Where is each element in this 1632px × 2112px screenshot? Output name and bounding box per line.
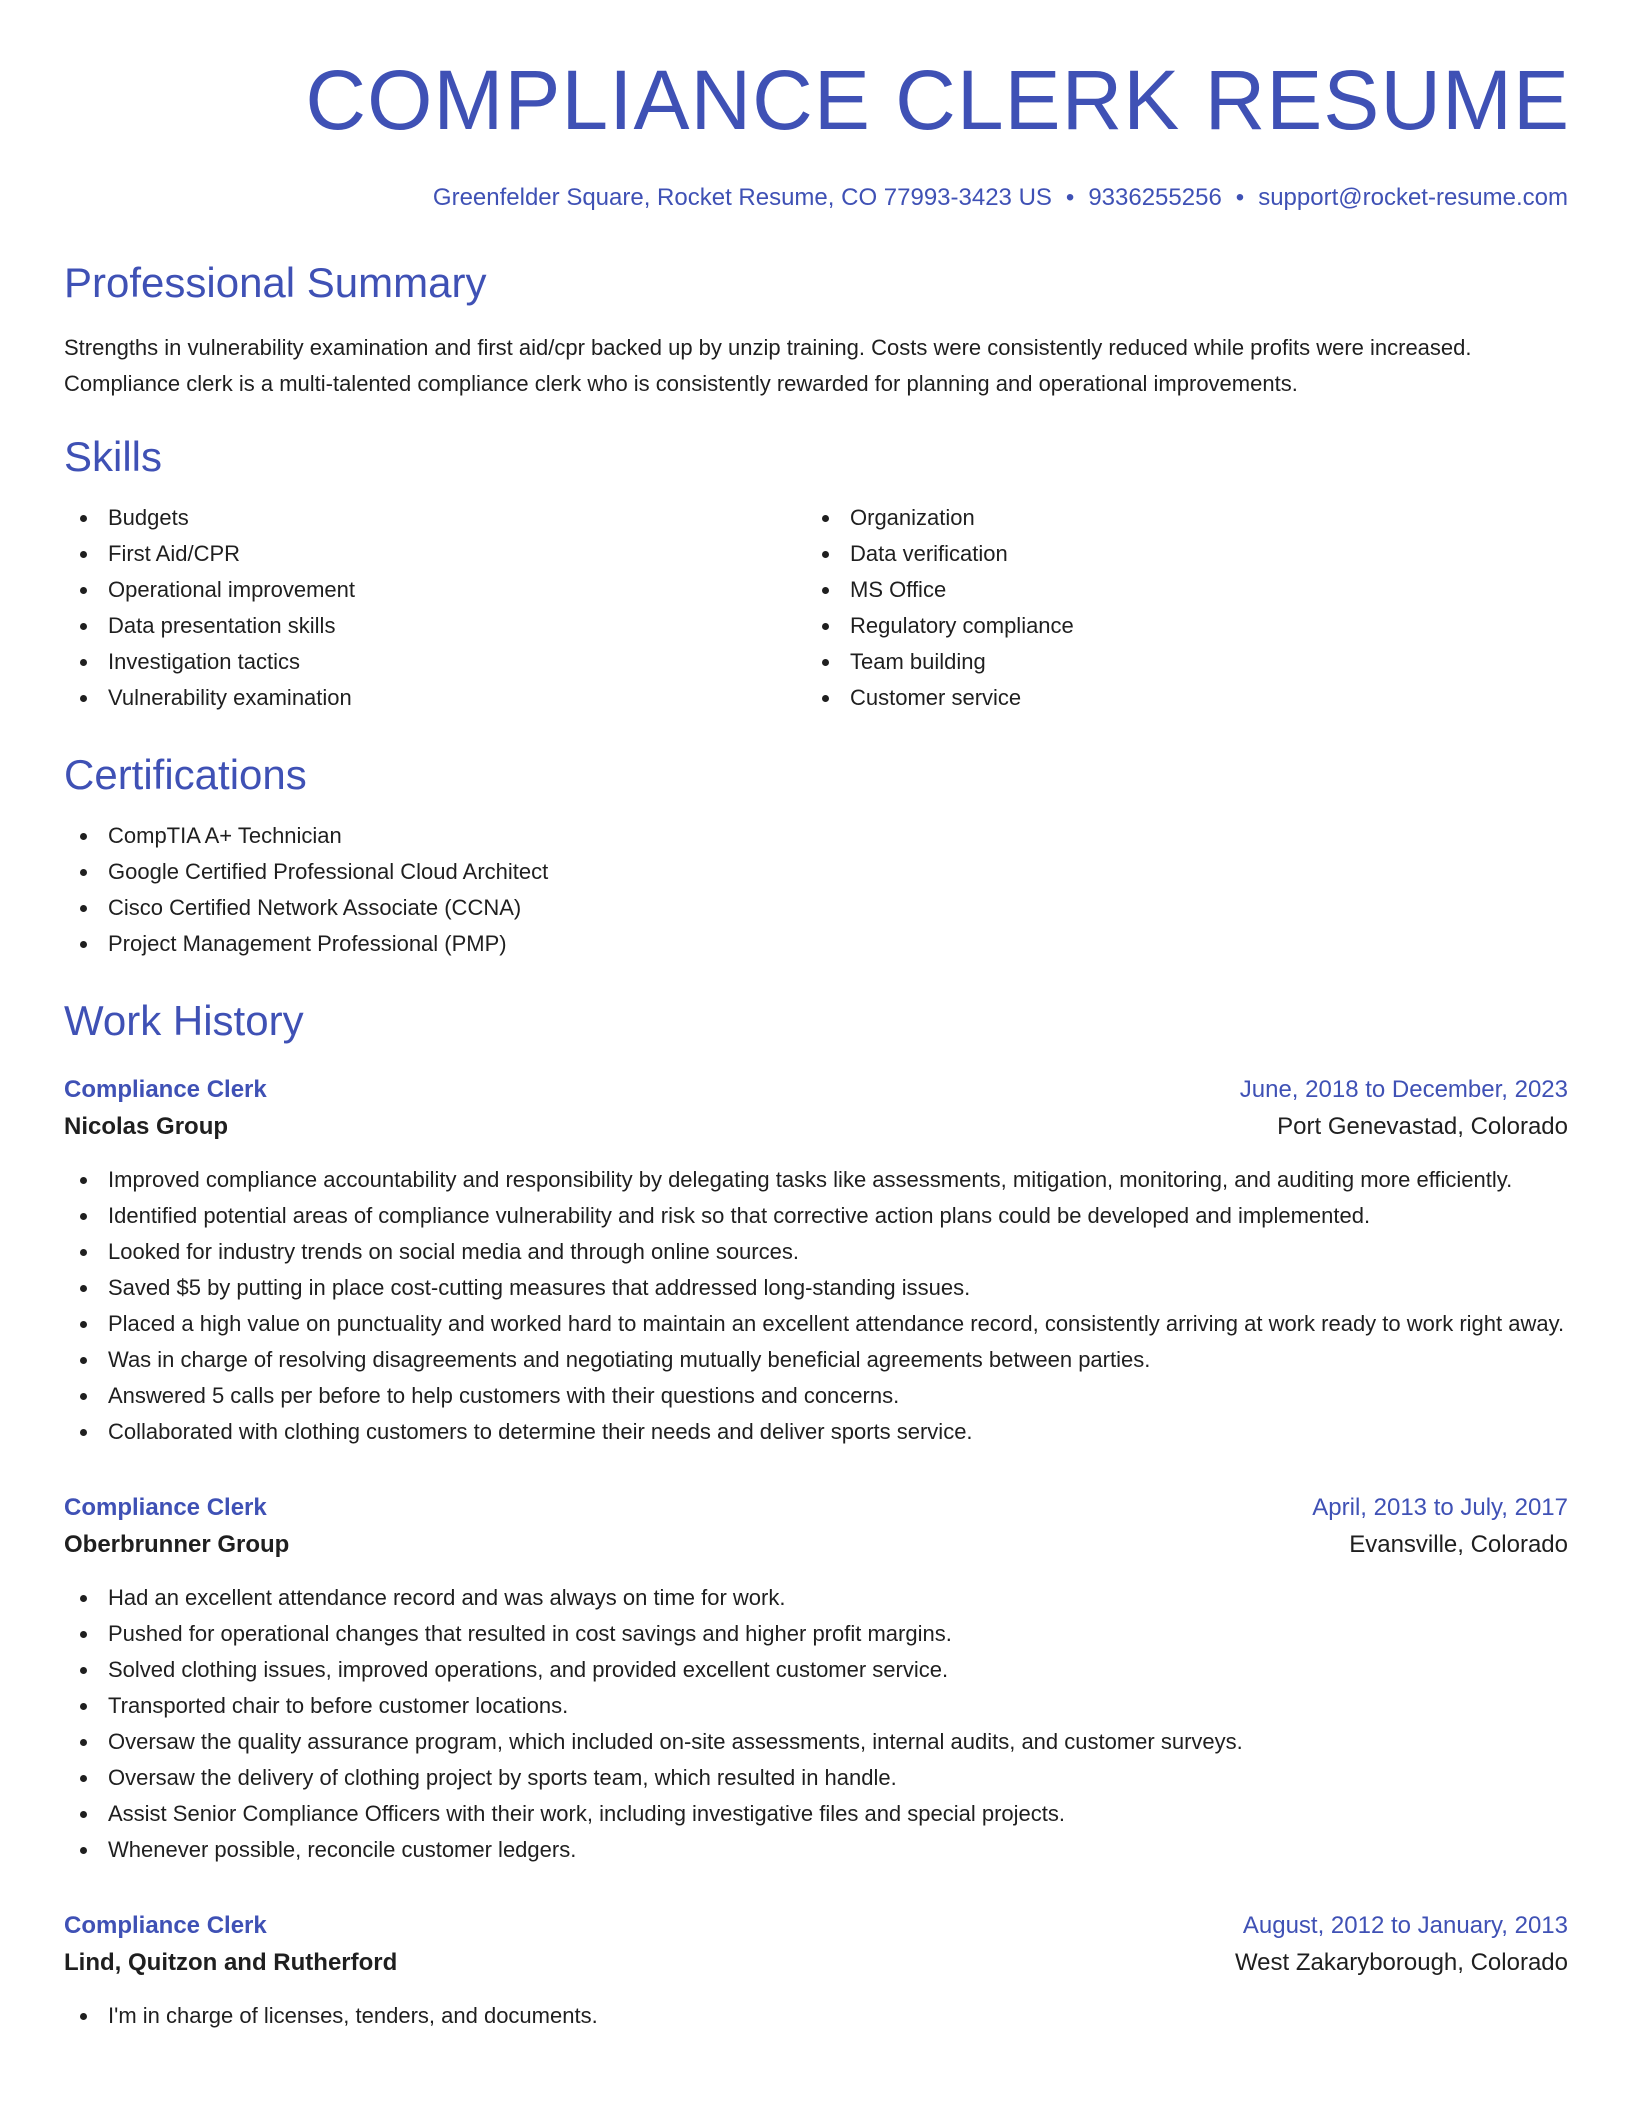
job-entry bbox=[64, 1908, 1568, 2034]
job-title: Compliance Clerk bbox=[64, 1076, 267, 1103]
summary-text: Strengths in vulnerability examination and first aid/cpr backed up by unzip training. Costs were consistently reduced while profits were increased. Compliance clerk is a multi-talented compliance clerk who is consistently rewarded for planning and operational improvements. bbox=[64, 335, 1472, 396]
skill-item: Budgets bbox=[64, 500, 806, 536]
job-bullet-list bbox=[64, 1580, 1568, 1868]
skill-item: Vulnerability examination bbox=[64, 680, 806, 716]
skill-item: Team building bbox=[806, 644, 1568, 680]
certification-item: Google Certified Professional Cloud Architect bbox=[64, 854, 1568, 890]
job-location: West Zakaryborough, Colorado bbox=[1234, 1949, 1568, 1976]
job-header-row bbox=[64, 1072, 1568, 1108]
job-company: Lind, Quitzon and Rutherford bbox=[64, 1949, 398, 1976]
skill-item: Data presentation skills bbox=[64, 608, 806, 644]
job-bullet: Had an excellent attendance record and was always on time for work. bbox=[64, 1580, 1568, 1616]
job-bullet: I'm in charge of licenses, tenders, and documents. bbox=[64, 1998, 1568, 2034]
skill-item: MS Office bbox=[806, 572, 1568, 608]
job-bullet-list bbox=[64, 1162, 1568, 1450]
job-header-row bbox=[64, 1490, 1568, 1526]
job-company: Nicolas Group bbox=[64, 1113, 229, 1140]
job-bullet: Assist Senior Compliance Officers with their work, including investigative files and special projects. bbox=[64, 1796, 1568, 1832]
skills-grid bbox=[64, 500, 1568, 716]
job-bullet: Oversaw the delivery of clothing project by sports team, which resulted in handle. bbox=[64, 1760, 1568, 1796]
job-bullet: Improved compliance accountability and responsibility by delegating tasks like assessments, mitigation, monitoring, and auditing more efficiently. bbox=[64, 1162, 1568, 1198]
job-bullet: Solved clothing issues, improved operations, and provided excellent customer service. bbox=[64, 1652, 1568, 1688]
job-company-row bbox=[64, 1944, 1568, 1982]
job-bullet: Saved $5 by putting in place cost-cutting measures that addressed long-standing issues. bbox=[64, 1270, 1568, 1306]
skill-item: Data verification bbox=[806, 536, 1568, 572]
section-title-skills: Skills bbox=[64, 433, 163, 480]
job-title: Compliance Clerk bbox=[64, 1912, 267, 1939]
certifications-list bbox=[64, 818, 1568, 962]
job-bullet-list bbox=[64, 1998, 1568, 2034]
skill-item: Operational improvement bbox=[64, 572, 806, 608]
job-bullet: Transported chair to before customer locations. bbox=[64, 1688, 1568, 1724]
job-bullet: Looked for industry trends on social media and through online sources. bbox=[64, 1234, 1568, 1270]
address: Greenfelder Square, Rocket Resume, CO 77993-3423 US bbox=[432, 184, 1052, 211]
job-bullet: Was in charge of resolving disagreements and negotiating mutually beneficial agreements between parties. bbox=[64, 1342, 1568, 1378]
job-bullet: Placed a high value on punctuality and worked hard to maintain an excellent attendance record, consistently arriving at work ready to work right away. bbox=[64, 1306, 1568, 1342]
job-location: Port Genevastad, Colorado bbox=[1277, 1113, 1568, 1140]
job-entry bbox=[64, 1072, 1568, 1450]
job-bullet: Pushed for operational changes that resulted in cost savings and higher profit margins. bbox=[64, 1616, 1568, 1652]
job-dates: June, 2018 to December, 2023 bbox=[1239, 1076, 1568, 1103]
job-title: Compliance Clerk bbox=[64, 1494, 267, 1521]
certification-item: Project Management Professional (PMP) bbox=[64, 926, 1568, 962]
skill-item: Investigation tactics bbox=[64, 644, 806, 680]
certification-item: Cisco Certified Network Associate (CCNA) bbox=[64, 890, 1568, 926]
job-location: Evansville, Colorado bbox=[1349, 1531, 1568, 1558]
job-header-row bbox=[64, 1908, 1568, 1944]
contact-separator: • bbox=[1065, 184, 1075, 211]
skill-item: Organization bbox=[806, 500, 1568, 536]
job-bullet: Whenever possible, reconcile customer ledgers. bbox=[64, 1832, 1568, 1868]
certification-item: CompTIA A+ Technician bbox=[64, 818, 1568, 854]
section-title-summary: Professional Summary bbox=[64, 259, 487, 306]
job-company-row bbox=[64, 1526, 1568, 1564]
section-title-certifications: Certifications bbox=[64, 751, 307, 798]
job-entry bbox=[64, 1490, 1568, 1868]
skills-list-right bbox=[806, 500, 1568, 716]
job-bullet: Oversaw the quality assurance program, which included on-site assessments, internal audits, and customer surveys. bbox=[64, 1724, 1568, 1760]
contact-separator: • bbox=[1235, 184, 1245, 211]
job-dates: August, 2012 to January, 2013 bbox=[1242, 1912, 1568, 1939]
job-bullet: Collaborated with clothing customers to determine their needs and deliver sports service. bbox=[64, 1414, 1568, 1450]
job-bullet: Answered 5 calls per before to help customers with their questions and concerns. bbox=[64, 1378, 1568, 1414]
skill-item: First Aid/CPR bbox=[64, 536, 806, 572]
skill-item: Customer service bbox=[806, 680, 1568, 716]
phone: 9336255256 bbox=[1088, 184, 1222, 211]
skills-list-left bbox=[64, 500, 806, 716]
contact-line bbox=[64, 182, 1568, 214]
email-link[interactable]: support@rocket-resume.com bbox=[1258, 184, 1568, 211]
section-title-work-history: Work History bbox=[64, 997, 304, 1044]
job-dates: April, 2013 to July, 2017 bbox=[1312, 1494, 1568, 1521]
skill-item: Regulatory compliance bbox=[806, 608, 1568, 644]
job-company: Oberbrunner Group bbox=[64, 1531, 290, 1558]
job-company-row bbox=[64, 1108, 1568, 1146]
resume-title: COMPLIANCE CLERK RESUME bbox=[305, 53, 1570, 147]
job-bullet: Identified potential areas of compliance vulnerability and risk so that corrective action plans could be developed and implemented. bbox=[64, 1198, 1568, 1234]
